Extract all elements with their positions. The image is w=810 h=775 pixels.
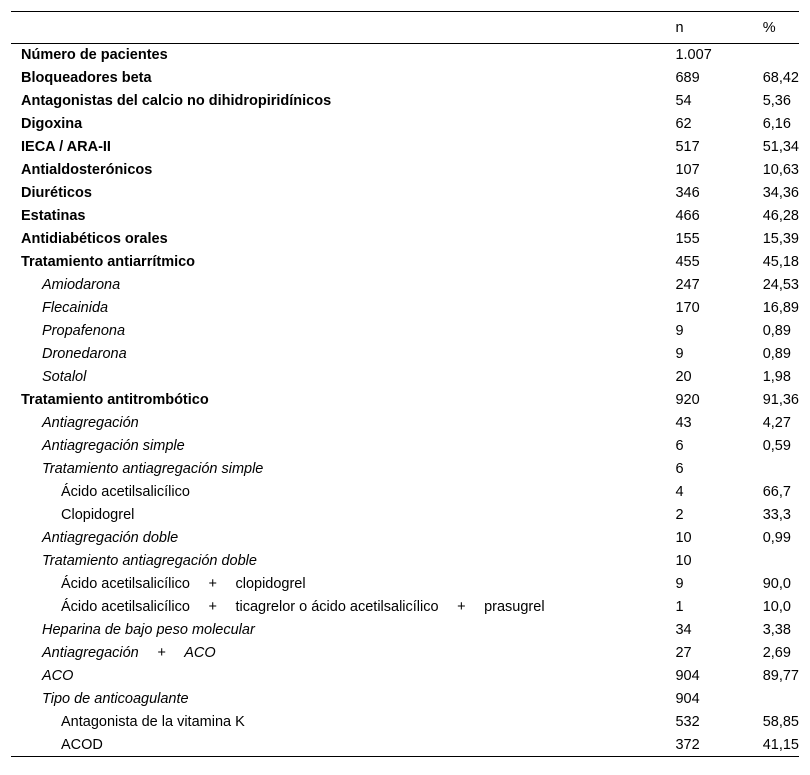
table-row xyxy=(11,44,799,67)
row-percent: 5,36 xyxy=(762,93,791,109)
row-n: 455 xyxy=(675,254,700,270)
row-label: Heparina de bajo peso molecular xyxy=(42,622,255,638)
table-row xyxy=(11,297,799,320)
table-row xyxy=(11,113,799,136)
table-row xyxy=(11,711,799,734)
table-row xyxy=(11,435,799,458)
table-row xyxy=(11,734,799,757)
table-row xyxy=(11,504,799,527)
row-percent: 89,77 xyxy=(762,668,799,684)
table-body xyxy=(11,44,799,757)
row-percent: 1,98 xyxy=(762,369,791,385)
header-percent: % xyxy=(757,12,799,44)
row-percent: 10,63 xyxy=(762,162,799,178)
table-row xyxy=(11,251,799,274)
row-percent: 33,3 xyxy=(762,507,791,523)
table-row xyxy=(11,481,799,504)
row-percent: 4,27 xyxy=(762,415,791,431)
table-row xyxy=(11,688,799,711)
table-row xyxy=(11,527,799,550)
table-row xyxy=(11,458,799,481)
row-percent: 2,69 xyxy=(762,645,791,661)
row-percent: 24,53 xyxy=(762,277,799,293)
table-row xyxy=(11,343,799,366)
table-row xyxy=(11,274,799,297)
table-row xyxy=(11,366,799,389)
row-n: 6 xyxy=(675,461,684,477)
row-label: Ácido acetilsalicílico + ticagrelor o ácido acetilsalicílico + prasugrel xyxy=(61,599,545,615)
row-label: Propafenona xyxy=(42,323,126,339)
table-row xyxy=(11,320,799,343)
row-percent: 6,16 xyxy=(762,116,791,132)
row-percent: 15,39 xyxy=(762,231,799,247)
header-label xyxy=(11,12,665,44)
table-row xyxy=(11,205,799,228)
row-percent: 66,7 xyxy=(762,484,791,500)
row-percent: 0,99 xyxy=(762,530,791,546)
row-label: Bloqueadores beta xyxy=(21,70,152,86)
table-row xyxy=(11,550,799,573)
row-label: IECA / ARA-II xyxy=(21,139,111,155)
row-label: ACO xyxy=(42,668,74,684)
row-n: 20 xyxy=(675,369,692,385)
row-n: 4 xyxy=(675,484,684,500)
row-n: 904 xyxy=(675,691,700,707)
row-n: 466 xyxy=(675,208,700,224)
table-row xyxy=(11,665,799,688)
row-n: 1 xyxy=(675,599,684,615)
row-n: 43 xyxy=(675,415,692,431)
row-label: Antiagregación + ACO xyxy=(42,645,216,661)
row-label: Ácido acetilsalicílico + clopidogrel xyxy=(61,576,306,592)
row-label: Estatinas xyxy=(21,208,86,224)
row-percent: 90,0 xyxy=(762,576,791,592)
row-label: Digoxina xyxy=(21,116,83,132)
table-row xyxy=(11,228,799,251)
row-label: Número de pacientes xyxy=(21,47,168,64)
row-n: 346 xyxy=(675,185,700,201)
row-n: 9 xyxy=(675,576,684,592)
row-n: 10 xyxy=(675,530,692,546)
row-percent: 45,18 xyxy=(762,254,799,270)
row-label: Tratamiento antiagregación simple xyxy=(42,461,264,477)
row-percent: 58,85 xyxy=(762,714,799,730)
row-label: Antagonistas del calcio no dihidropiridínicos xyxy=(21,93,332,109)
row-n: 34 xyxy=(675,622,692,638)
row-n: 170 xyxy=(675,300,700,316)
table-row xyxy=(11,389,799,412)
table-row xyxy=(11,136,799,159)
row-percent: 91,36 xyxy=(762,392,799,408)
medication-table xyxy=(11,11,799,757)
row-n: 27 xyxy=(675,645,692,661)
row-n: 10 xyxy=(675,553,692,569)
table-row xyxy=(11,573,799,596)
row-percent xyxy=(757,550,799,573)
row-label: Diuréticos xyxy=(21,185,92,201)
row-percent xyxy=(757,458,799,481)
row-percent: 41,15 xyxy=(757,734,799,757)
row-label: Antialdosterónicos xyxy=(21,162,153,178)
table-row xyxy=(11,619,799,642)
row-label: ACOD xyxy=(11,734,665,757)
row-n: 532 xyxy=(675,714,700,730)
row-label: Dronedarona xyxy=(42,346,127,362)
row-percent: 46,28 xyxy=(762,208,799,224)
row-percent: 0,89 xyxy=(762,323,791,339)
data-table-container xyxy=(11,11,799,757)
row-label: Tratamiento antiagregación doble xyxy=(42,553,257,569)
row-percent: 0,89 xyxy=(762,346,791,362)
row-label: Flecainida xyxy=(42,300,109,316)
row-n: 372 xyxy=(665,734,756,757)
row-label: Antiagregación xyxy=(42,415,139,431)
table-row xyxy=(11,90,799,113)
row-n: 2 xyxy=(675,507,684,523)
row-label: Tipo de anticoagulante xyxy=(42,691,189,707)
row-label: Antiagregación doble xyxy=(42,530,179,546)
table-row xyxy=(11,412,799,435)
row-n: 1.007 xyxy=(675,47,712,64)
row-percent: 34,36 xyxy=(762,185,799,201)
row-n: 517 xyxy=(675,139,700,155)
row-n: 62 xyxy=(675,116,692,132)
row-n: 6 xyxy=(675,438,684,454)
row-label: Clopidogrel xyxy=(61,507,135,523)
row-percent: 51,34 xyxy=(762,139,799,155)
row-n: 54 xyxy=(675,93,692,109)
row-percent: 3,38 xyxy=(762,622,791,638)
table-row xyxy=(11,642,799,665)
row-percent: 0,59 xyxy=(762,438,791,454)
table-row xyxy=(11,596,799,619)
row-label: Amiodarona xyxy=(42,277,121,293)
table-row xyxy=(11,159,799,182)
row-label: Antagonista de la vitamina K xyxy=(61,714,245,730)
header-n: n xyxy=(665,12,756,44)
row-label: Tratamiento antiarrítmico xyxy=(21,254,196,270)
row-n: 9 xyxy=(675,323,684,339)
row-label: Tratamiento antitrombótico xyxy=(21,392,209,408)
row-n: 247 xyxy=(675,277,700,293)
table-row xyxy=(11,182,799,205)
row-label: Sotalol xyxy=(42,369,87,385)
row-label: Antiagregación simple xyxy=(42,438,185,454)
row-n: 9 xyxy=(675,346,684,362)
row-n: 107 xyxy=(675,162,700,178)
row-label: Antidiabéticos orales xyxy=(21,231,168,247)
row-percent: 16,89 xyxy=(762,300,799,316)
row-percent: 68,42 xyxy=(762,70,799,86)
row-percent xyxy=(757,688,799,711)
row-n: 904 xyxy=(675,668,700,684)
row-percent: 10,0 xyxy=(762,599,791,615)
row-n: 155 xyxy=(675,231,700,247)
row-label: Ácido acetilsalicílico xyxy=(61,484,190,500)
table-row xyxy=(11,67,799,90)
row-n: 920 xyxy=(675,392,700,408)
row-percent xyxy=(757,44,799,67)
row-n: 689 xyxy=(675,70,700,86)
table-header-row xyxy=(11,12,799,44)
